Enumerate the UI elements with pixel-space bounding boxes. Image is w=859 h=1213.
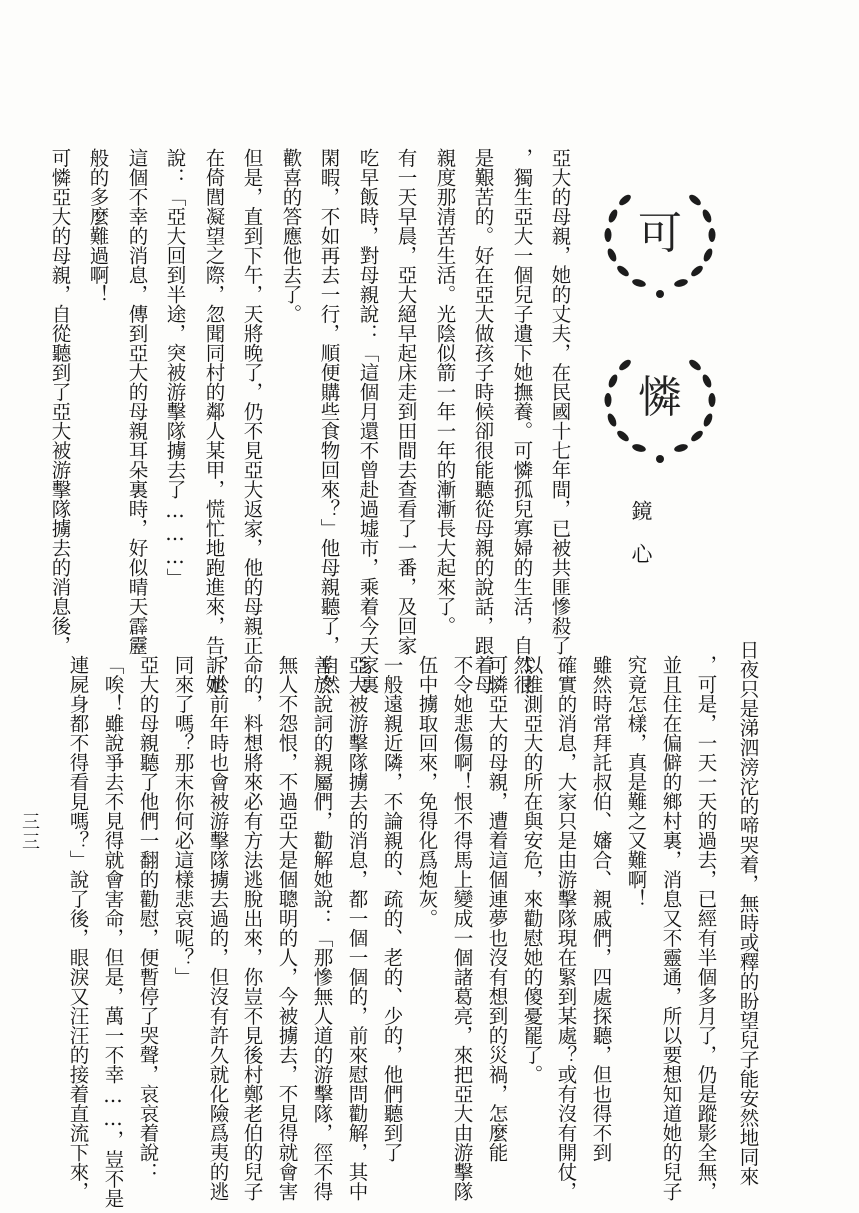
text-column: 在倚閭凝望之際，忽聞同村的鄰人某甲，慌忙地跑進來，告訴她	[202, 148, 226, 694]
text-column: 是艱苦的。好在亞大做孩子時候卻很能聽從母親的說話，跟着母	[471, 148, 495, 694]
text-column: 連屍身都不得看見嗎？」說了後，眼淚又汪汪的接着直流下來，	[66, 655, 90, 1201]
page-number: 三三	[19, 812, 40, 852]
text-column: 亞大被游擊隊擄去的消息，都一個一個的，前來慰問勸解，其中	[345, 655, 369, 1201]
text-column: 雖然時常拜託叔伯、嬸合、親戚們，四處探聽，但也得不到	[589, 655, 613, 1162]
text-column: 可憐亞大的母親，遭着這個連夢也沒有想到的災禍，怎麼能	[485, 655, 509, 1162]
text-column: 閑暇，不如再去一行，順便購些食物回來？」他母親聽了，自然	[317, 148, 341, 694]
text-column: 這個不幸的消息，傳到亞大的母親耳朵裏時，好似晴天霹靂	[125, 148, 149, 655]
text-column: 並且住在偏僻的鄉村裏，消息又不靈通，所以要想知道她的兒子	[659, 655, 683, 1201]
text-column: 確實的消息，大家只是由游擊隊現在緊到某處？或有沒有開仗，	[554, 655, 578, 1201]
text-column: 亞大的母親，她的丈夫，在民國十七年間，已被共匪慘殺了	[548, 148, 572, 655]
text-column: 說：「亞大回到半途，突被游擊隊擄去了………」	[163, 148, 187, 588]
text-column: 「唉！雖說爭去不見得就會害命，但是，萬一不幸……，豈不是	[101, 655, 125, 1208]
text-column: 命的，料想將來必有方法逃脫出來，你豈不見後村鄭老伯的兒子	[240, 655, 264, 1201]
title-block	[585, 160, 735, 480]
text-column: ，於前年時也會被游擊隊擄去過的，但沒有許久就化險爲夷的逃	[206, 655, 230, 1201]
text-column: 不令她悲傷啊！恨不得馬上變成一個諸葛亮，來把亞大由游擊隊	[450, 655, 474, 1201]
text-column: 親度那清苦生活。光陰似箭一年一年的漸漸長大起來了。	[433, 148, 457, 636]
text-column: 伍中擄取回來，免得化爲炮灰。	[415, 655, 439, 928]
title-char-2: 憐	[638, 372, 682, 423]
text-column: 但是，直到下午，天將晚了，仍不見亞大返家，他的母親正	[240, 148, 264, 655]
text-column: 善於說詞的親屬們，勸解她說：「那慘無人道的游擊隊，徑不得	[310, 655, 334, 1201]
text-column: 無人不怨恨，不過亞大是個聰明的人，今被擄去，不見得就會害	[275, 655, 299, 1201]
title-char-1: 可	[638, 208, 682, 259]
text-column: 同來了嗎？那末你何必這樣悲哀呢？」	[171, 655, 195, 987]
text-column: ，可是，一天一天的過去，已經有半個多月了，仍是蹤影全無，	[694, 655, 718, 1201]
text-column: 亞大的母親聽了他們一翻的勸慰，便暫停了哭聲，哀哀着說：	[136, 655, 160, 1182]
text-column: 究竟怎樣，真是難之又難啊！	[624, 655, 648, 909]
text-column: 日夜只是涕泗滂沱的啼哭着，無時或釋的盼望兒子能安然地同來	[736, 640, 760, 1186]
text-column: ，獨生亞大一個兒子遺下她撫養。可憐孤兒寡婦的生活，自然很	[510, 148, 534, 694]
text-column: 般的多麼難過啊！	[86, 148, 110, 304]
text-column: 可憐亞大的母親，自從聽到了亞大被游擊隊擄去的消息後，	[48, 148, 72, 655]
text-column: 以推測亞大的所在與安危，來勸慰她的傻憂罷了。	[520, 655, 544, 1084]
author-name: 鏡心	[629, 500, 653, 586]
text-column: 吃早飯時，對母親說：「這個月還不曾赴過墟市，乘着今天家裏	[356, 148, 380, 694]
text-column: 歡喜的答應他去了。	[279, 148, 303, 324]
text-column: 一般遠親近隣，不論親的、疏的、老的、少的，他們聽到了	[380, 655, 404, 1162]
text-column: 有一天早晨，亞大絕早起床走到田間去查看了一番，及回家	[394, 148, 418, 655]
